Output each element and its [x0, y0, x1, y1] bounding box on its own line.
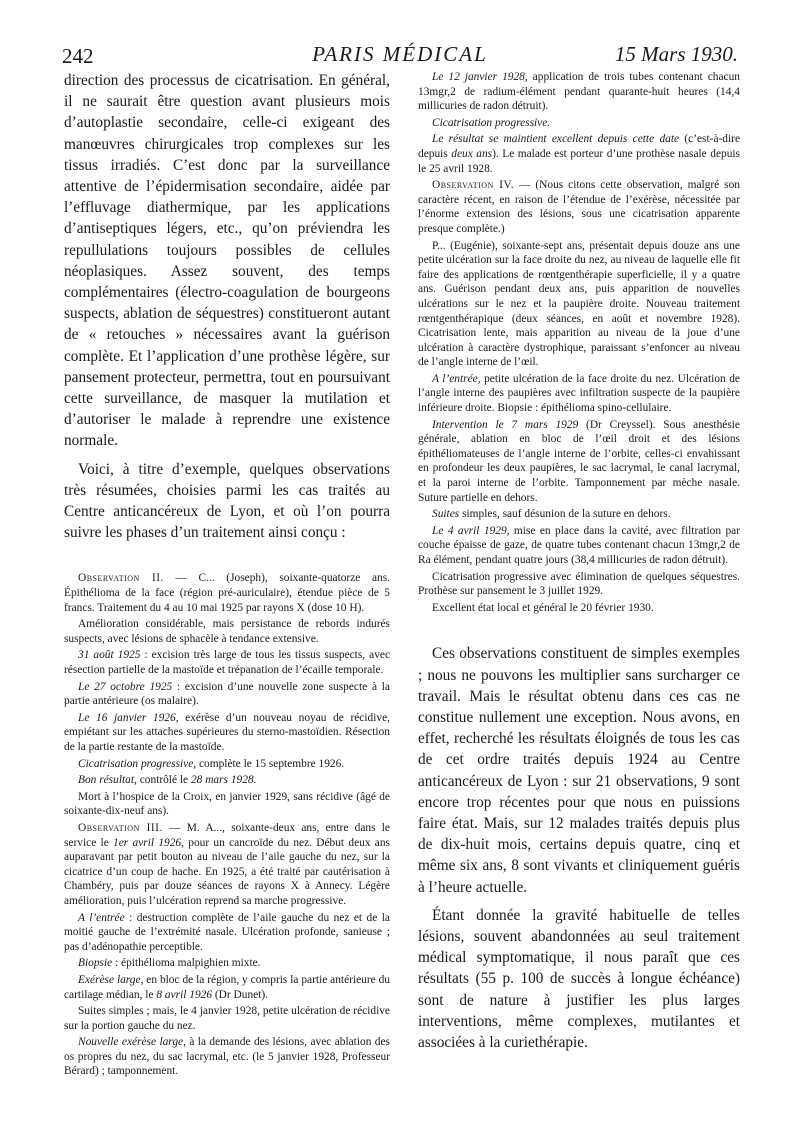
page-number: 242 — [62, 44, 94, 68]
paragraph: Bon résultat, contrôlé le 28 mars 1928. — [78, 774, 257, 787]
paragraph: direction des processus de cicatrisation. En général, il ne saurait être question avant plusieurs mois d’autoplastie secondaire, celle-ci exigeant des manœuvres chirurgicales trop complexes sur les tissus irradiés. C’est donc par la surveillance attentive de l’épidermisation secondaire, aidée par l’effluvage diathermique, par les applications d’antiseptiques légers, etc., qu’on préviendra les repullulations toujours possibles de cellules néoplasiques. Assez souvent, des temps complémentaires (électro-coagulation de bourgeons suspects, ablation de séquestres) constitueront autant de « retouches » nécessaires avant la guérison complète. Et l’application d’une prothèse légère, sur pansement protecteur, permettra, tout en poursuivant cette surveillance, de masquer la mutilation et d’autoriser le malade à reprendre une existence normale. — [64, 72, 390, 450]
paragraph: Amélioration considérable, mais persistance de rebords indurés suspects, avec lésions de sphacèle à tendance extensive. — [64, 618, 390, 645]
journal-title: PARIS MÉDICAL — [312, 42, 488, 66]
observation-label: Observation II. — [78, 572, 164, 585]
paragraph: Le 16 janvier 1926, exérèse d’un nouveau noyau de récidive, empiétant sur les attaches supérieures du sterno-mastoïdien. Résection de la partie restante de la mastoïde. — [64, 711, 390, 753]
paragraph: Biopsie : épithélioma malpighien mixte. — [78, 957, 261, 970]
paragraph: Cicatrisation progressive avec élimination de quelques séquestres. Prothèse sur pansement le 3 juillet 1929. — [418, 570, 740, 598]
running-header — [62, 40, 738, 70]
paragraph: 31 août 1925 : excision très large de tous les tissus suspects, avec résection partielle de la mastoïde et trépanation de l’écaille temporale. — [64, 649, 390, 677]
paragraph: Suites simples ; mais, le 4 janvier 1928, petite ulcération de récidive sur la portion gauche du nez. — [64, 1005, 390, 1032]
paragraph: Le 4 avril 1929, mise en place dans la cavité, avec filtration par couche épaisse de gaze, de quatre tubes contenant chacun 13mgr,2 de Ra élément, pendant quatre jours (38,4 millicuries de radon détruit). — [418, 524, 740, 566]
paragraph: Suites simples, sauf désunion de la suture en dehors. — [432, 508, 671, 521]
paragraph: Nouvelle exérèse large, à la demande des lésions, avec ablation des os propres du nez, du sac lacrymal, etc. (le 5 janvier 1928, Professeur Bérard) ; tamponnement. — [64, 1036, 390, 1078]
observation-2: Observation II. — C... (Joseph), soixante-quatorze ans. Épithélioma de la face (région pré-auriculaire), étendue pièce de 5 francs. Traitement du 4 au 10 mai 1925 par rayons X (dose 10 H). — [64, 572, 390, 614]
paragraph: Excellent état local et général le 20 février 1930. — [432, 601, 654, 614]
conclusion-paragraph: Étant donnée la gravité habituelle de telles lésions, souvent abandonnées au seul traitement médical symptomatique, il nous paraît que ces résultats (55 p. 100 de succès à longue échéance) sont de nature à justifier les plus larges interventions, même complexes, mutilantes et associées à la curiethérapie. — [418, 906, 740, 1052]
right-column — [418, 70, 740, 1053]
issue-date: 15 Mars 1930. — [614, 42, 738, 66]
paragraph: P... (Eugénie), soixante-sept ans, présentait depuis douze ans une petite ulcération sur la face droite du nez, au niveau de laquelle elle fit faire des applications de rœntgenthérapie superficielle, il y a quatre ans. Guérison pendant deux ans, puis apparition de nouvelles ulcérations sur le nez et la paupière droite. Nouveau traitement rœntgenthérapique (deux séances, en août et novembre 1928). Cicatrisation lente, mais apparition au niveau de la joue d’une ulcération à caractère dystrophique, paraissant s’enfoncer au niveau de l’angle interne de l’œil. — [418, 239, 740, 369]
paragraph: Le résultat se maintient excellent depuis cette date (c’est-à-dire depuis deux ans). Le malade est porteur d’une prothèse nasale depuis le 25 avril 1928. — [418, 133, 740, 175]
paragraph: Cicatrisation progressive, complète le 15 septembre 1926. — [78, 757, 345, 770]
observation-label: Observation IV. — [432, 179, 515, 192]
paragraph: Le 27 octobre 1925 : excision d’une nouvelle zone suspecte à la partie antérieure (os malaire). — [64, 680, 390, 708]
paragraph: A l’entrée, petite ulcération de la face droite du nez. Ulcération de l’angle interne des paupières avec infiltration suspecte de la paupière inférieure droite. Biopsie : épithélioma spino-cellulaire. — [418, 372, 740, 415]
paragraph: Le 12 janvier 1928, application de trois tubes contenant chacun 13mgr,2 de radium-élément pendant quarante-huit heures (14,4 millicuries de radon détruit). — [418, 71, 740, 113]
paragraph: A l’entrée : destruction complète de l’aile gauche du nez et de la moitié gauche de l’extrémité nasale. Ulcération profonde, sanieuse ; pas d’adénopathie perceptible. — [64, 911, 390, 953]
left-column — [64, 70, 390, 1079]
paragraph: Mort à l’hospice de la Croix, en janvier 1929, sans récidive (âgé de soixante-dix-neuf ans). — [64, 790, 390, 818]
conclusion-paragraph: Ces observations constituent de simples exemples ; nous ne pouvons les multiplier sans surcharger ce travail. Mais le résultat obtenu dans ces cas ne constitue nullement une exception. Nous avons, en effet, recherché les résultats éloignés de tous les cas de cet ordre traités depuis 1924 au Centre anticancéreux de Lyon : sur 21 observations, 9 sont encore trop récentes pour que nous en puissions faire état. Mais, sur 12 malades traités depuis plus de dix-huit mois, certains depuis quatre, cinq et même six ans, 8 sont vivants et cliniquement guéris à l’heure actuelle. — [418, 645, 740, 896]
observation-4: Observation IV. — (Nous citons cette observation, malgré son caractère récent, en raison de l’étendue de l’exérèse, nécessitée par l’énorme extension des lésions, sous une cicatrisation apparente presque complète.) — [418, 179, 740, 235]
observation-3: Observation III. — M. A..., soixante-deux ans, entre dans le service le 1er avril 1926, pour un cancroïde du nez. Début deux ans auparavant par petit bouton au niveau de l’aile gauche du nez, sur la cicatrice d’un coup de hache. En 1925, a été traité par cautérisation à Chambéry, puis par douze séances de rayons X à Annecy. Légère amélioration, puis l’ulcération reprend sa marche progressive. — [64, 821, 390, 907]
paragraph: Voici, à titre d’exemple, quelques observations très résumées, choisies parmi les cas traités au Centre anticancéreux de Lyon, et où l’on pourra suivre les phases d’un traitement ainsi conçu : — [64, 460, 390, 542]
observation-label: Observation III. — [78, 821, 163, 834]
paragraph: Cicatrisation progressive. — [432, 116, 551, 129]
paragraph: Exérèse large, en bloc de la région, y compris la partie antérieure du cartilage médian, le 8 avril 1926 (Dr Dunet). — [64, 973, 390, 1001]
paragraph: Intervention le 7 mars 1929 (Dr Creyssel). Sous anesthésie générale, ablation en bloc de l’œil droit et des lésions épithéliomateuses de l’angle interne de l’orbite, celles-ci envahissant en profondeur les deux paupières, le sac lacrymal, le canal lacrymal, et la paroi interne de l’orbite. Tamponnement par mèche nasale. Suture partielle en dehors. — [418, 418, 740, 504]
